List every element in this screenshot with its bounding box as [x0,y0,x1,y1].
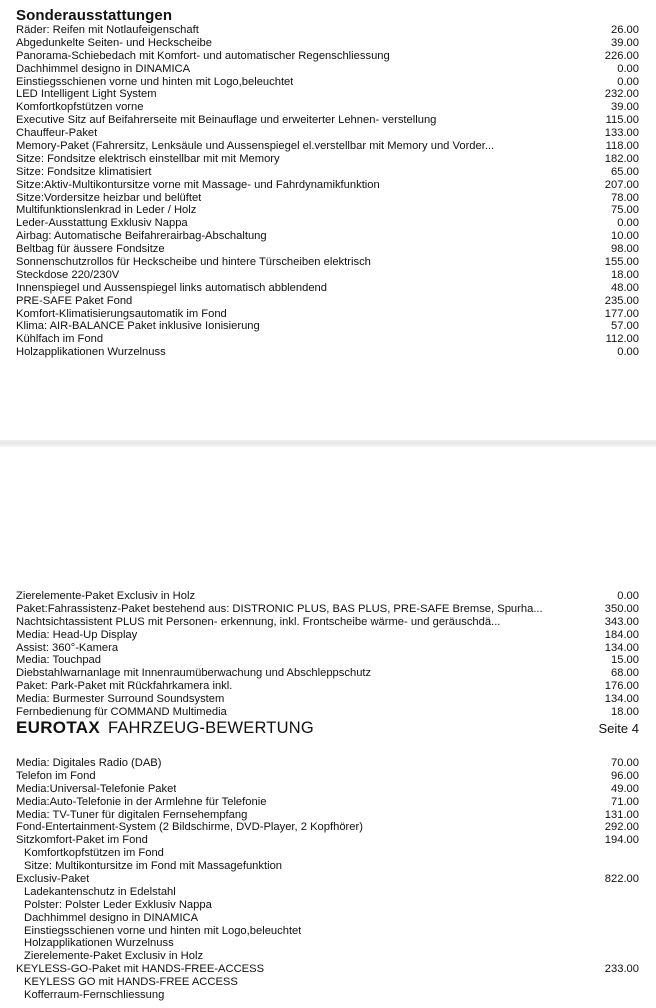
equipment-row [16,629,639,642]
equipment-row [16,63,639,76]
equipment-label: Nachtsichtassistent PLUS mit Personen- erkennung, inkl. Frontscheibe wärme- und geräuschdä... [16,615,501,628]
equipment-price: 68.00 [611,667,639,680]
equipment-price: 184.00 [604,628,639,641]
equipment-label: Einstiegsschienen vorne und hinten mit Logo,beleuchtet [24,924,302,937]
equipment-price: 10.00 [611,230,639,243]
equipment-label: KEYLESS-GO-Paket mit HANDS-FREE-ACCESS [16,963,265,976]
equipment-price [579,847,639,860]
equipment-label: Beltbag für äussere Fondsitze [16,243,165,256]
equipment-label: Media:Auto-Telefonie in der Armlehne für Telefonie [16,795,267,808]
equipment-price [579,937,639,950]
equipment-price [579,989,639,1002]
equipment-row [16,963,639,976]
package-subitem [16,847,639,860]
equipment-row [16,603,639,616]
equipment-label: Media: Head-Up Display [16,628,138,641]
page-number: Seite 4 [598,721,639,736]
equipment-price: 78.00 [611,191,639,204]
equipment-row [16,295,639,308]
equipment-row [16,693,639,706]
equipment-row [16,873,639,886]
equipment-price: 232.00 [604,88,639,101]
equipment-row [16,24,639,37]
equipment-price [579,886,639,899]
equipment-price [579,899,639,912]
equipment-price: 235.00 [604,294,639,307]
equipment-row [16,821,639,834]
equipment-price: 0.00 [617,217,639,230]
package-subitem [16,886,639,899]
equipment-label: Media: TV-Tuner für digitalen Fernsehempfang [16,808,248,821]
package-subitem [16,860,639,873]
equipment-price: 0.00 [617,590,639,602]
equipment-label: Leder-Ausstattung Exklusiv Nappa [16,217,188,230]
equipment-price: 71.00 [611,795,639,808]
equipment-label: Zierelemente-Paket Exclusiv in Holz [24,950,204,963]
equipment-price: 18.00 [611,706,639,719]
equipment-price: 39.00 [611,101,639,114]
equipment-label: Dachhimmel designo in DINAMICA [24,911,199,924]
equipment-label: Assist: 360°-Kamera [16,641,119,654]
equipment-price: 115.00 [605,114,639,127]
equipment-price: 350.00 [604,602,639,615]
equipment-price: 0.00 [617,62,639,75]
package-subitem [16,950,639,963]
equipment-row [16,153,639,166]
equipment-price: 26.00 [611,24,639,36]
equipment-label: Steckdose 220/230V [16,268,120,281]
equipment-price: 292.00 [604,821,639,834]
equipment-row [16,230,639,243]
equipment-row [16,680,639,693]
equipment-label: LED Intelligent Light System [16,88,157,101]
section-title: Sonderausstattungen [16,7,173,24]
equipment-row [16,796,639,809]
equipment-row [16,642,639,655]
package-subitem [16,912,639,925]
equipment-row [16,667,639,680]
equipment-label: Panorama-Schiebedach mit Komfort- und automatischer Regenschliessung [16,49,390,62]
equipment-row [16,101,639,114]
equipment-row [16,114,639,127]
equipment-row [16,256,639,269]
package-subitem [16,937,639,950]
equipment-label: Sitze: Multikontursitze im Fond mit Massagefunktion [24,860,283,873]
equipment-label: Kühlfach im Fond [16,333,104,346]
equipment-label: Memory-Paket (Fahrersitz, Lenksäule und Aussenspiegel el.verstellbar mit Memory und Vorder... [16,140,495,153]
equipment-label: KEYLESS GO mit HANDS-FREE ACCESS [24,976,238,989]
equipment-label: Media: Touchpad [16,654,102,667]
equipment-row [16,590,639,603]
equipment-price: 75.00 [611,204,639,217]
equipment-price [579,925,639,938]
equipment-row [16,76,639,89]
equipment-price: 118.00 [605,140,639,153]
equipment-row [16,783,639,796]
equipment-label: Fernbedienung für COMMAND Multimedia [16,706,227,719]
equipment-row [16,809,639,822]
equipment-price: 65.00 [611,165,639,178]
equipment-label: Dachhimmel designo in DINAMICA [16,62,191,75]
equipment-row [16,37,639,50]
equipment-price: 49.00 [611,782,639,795]
equipment-price [579,950,639,963]
equipment-label: Airbag: Automatische Beifahrerairbag-Abschaltung [16,230,267,243]
equipment-price: 39.00 [611,36,639,49]
equipment-price: 131.00 [604,808,639,821]
equipment-label: Diebstahlwarnanlage mit Innenraumüberwachung und Abschleppschutz [16,667,372,680]
equipment-row [16,346,639,359]
equipment-price: 57.00 [611,320,639,333]
equipment-label: Media: Burmester Surround Soundsystem [16,693,225,706]
equipment-label: Einstiegsschienen vorne und hinten mit Logo,beleuchtet [16,75,294,88]
equipment-row [16,616,639,629]
equipment-price: 98.00 [611,243,639,256]
equipment-row [16,192,639,205]
equipment-label: Zierelemente-Paket Exclusiv in Holz [16,590,196,602]
equipment-price: 70.00 [611,757,639,769]
package-subitem [16,976,639,989]
equipment-price: 177.00 [604,307,639,320]
equipment-price: 0.00 [617,75,639,88]
equipment-label: Media:Universal-Telefonie Paket [16,782,177,795]
equipment-price: 0.00 [617,346,639,359]
equipment-row [16,217,639,230]
equipment-label: Sitze:Vordersitze heizbar und belüftet [16,191,202,204]
equipment-row [16,269,639,282]
equipment-label: Exclusiv-Paket [16,873,90,886]
equipment-price: 134.00 [604,693,639,706]
equipment-price [579,912,639,925]
equipment-label: PRE-SAFE Paket Fond [16,294,133,307]
equipment-label: Sitzkomfort-Paket im Fond [16,834,148,847]
equipment-list [16,24,639,359]
equipment-row [16,757,639,770]
equipment-label: Telefon im Fond [16,769,96,782]
equipment-price [579,976,639,989]
equipment-row [16,320,639,333]
equipment-label: Innenspiegel und Aussenspiegel links automatisch abblendend [16,281,327,294]
equipment-label: Polster: Polster Leder Exklusiv Nappa [24,898,212,911]
equipment-label: Holzapplikationen Wurzelnuss [24,937,174,950]
equipment-label: Komfortkopfstützen im Fond [24,847,164,860]
equipment-row [16,179,639,192]
equipment-list-continued [16,590,639,719]
equipment-row [16,127,639,140]
equipment-label: Media: Digitales Radio (DAB) [16,757,162,769]
equipment-label: Klima: AIR-BALANCE Paket inklusive Ionisierung [16,320,260,333]
equipment-label: Abgedunkelte Seiten- und Heckscheibe [16,36,212,49]
equipment-row [16,333,639,346]
report-title: FAHRZEUG-BEWERTUNG [107,719,314,737]
equipment-price: 133.00 [604,127,639,140]
equipment-row [16,834,639,847]
equipment-label: Multifunktionslenkrad in Leder / Holz [16,204,197,217]
equipment-label: Sitze: Fondsitze elektrisch einstellbar mit mit Memory [16,152,280,165]
equipment-price [579,860,639,873]
equipment-label: Sonnenschutzrollos für Heckscheibe und hintere Türscheiben elektrisch [16,256,371,269]
equipment-price: 207.00 [604,178,639,191]
equipment-price: 96.00 [611,769,639,782]
equipment-row [16,88,639,101]
equipment-price: 182.00 [604,152,639,165]
equipment-label: Paket:Fahrassistenz-Paket bestehend aus: DISTRONIC PLUS, BAS PLUS, PRE-SAFE Bremse, Spurha... [16,602,543,615]
equipment-label: Sitze: Fondsitze klimatisiert [16,165,152,178]
equipment-row [16,140,639,153]
equipment-label: Executive Sitz auf Beifahrerseite mit Beinauflage und erweiterter Lehnen- verstellung [16,114,437,127]
equipment-label: Kofferraum-Fernschliessung [24,989,165,1002]
equipment-row [16,282,639,295]
package-subitem [16,899,639,912]
equipment-label: Räder: Reifen mit Notlaufeigenschaft [16,24,199,36]
equipment-row [16,308,639,321]
equipment-label: Ladekantenschutz in Edelstahl [24,885,176,898]
brand-name: EUROTAX [16,718,100,737]
equipment-row [16,166,639,179]
page-header [16,718,639,738]
equipment-price: 112.00 [605,333,639,346]
equipment-row [16,654,639,667]
equipment-price: 176.00 [604,680,639,693]
equipment-label: Fond-Entertainment-System (2 Bildschirme, DVD-Player, 2 Kopfhörer) [16,821,363,834]
equipment-label: Sitze:Aktiv-Multikontursitze vorne mit Massage- und Fahrdynamikfunktion [16,178,380,191]
equipment-price: 15.00 [611,654,639,667]
equipment-price: 343.00 [604,615,639,628]
package-subitem [16,989,639,1002]
equipment-label: Komfort-Klimatisierungsautomatik im Fond [16,307,227,320]
equipment-price: 155.00 [604,256,639,269]
equipment-label: Chauffeur-Paket [16,127,98,140]
equipment-row [16,204,639,217]
equipment-price: 134.00 [604,641,639,654]
equipment-price: 233.00 [604,963,639,976]
equipment-label: Komfortkopfstützen vorne [16,101,144,114]
equipment-row [16,50,639,63]
equipment-label: Paket: Park-Paket mit Rückfahrkamera inkl. [16,680,233,693]
equipment-price: 226.00 [604,49,639,62]
document-page-upper [0,0,656,440]
equipment-row [16,243,639,256]
equipment-price: 822.00 [604,873,639,886]
equipment-row [16,770,639,783]
package-subitem [16,925,639,938]
equipment-label: Holzapplikationen Wurzelnuss [16,346,166,359]
equipment-price: 18.00 [611,268,639,281]
document-page-lower [0,447,656,1008]
equipment-price: 194.00 [604,834,639,847]
equipment-list-page-4 [16,757,639,1002]
equipment-row [16,706,639,719]
equipment-price: 48.00 [611,281,639,294]
